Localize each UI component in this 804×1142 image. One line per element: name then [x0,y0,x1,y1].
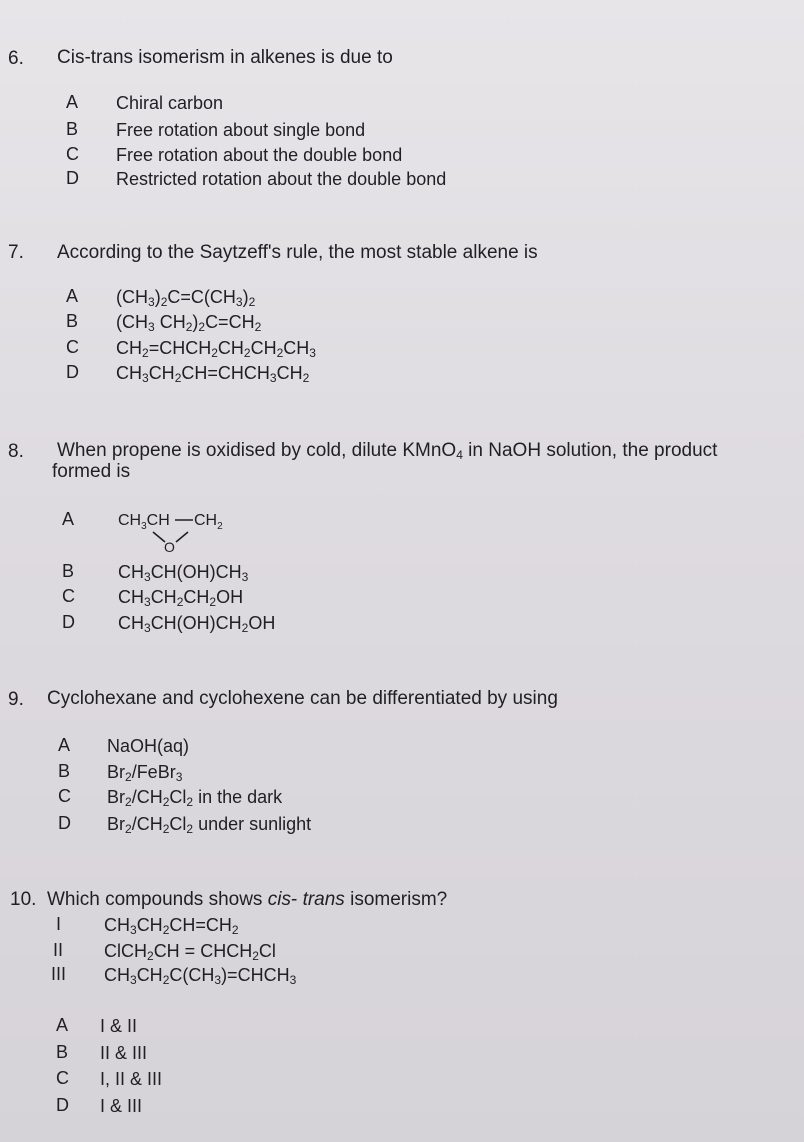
svg-text:O: O [164,539,175,555]
option-text[interactable]: $(CH_3)_2C=C(CH_3)_2$ [116,287,256,309]
option-text[interactable]: $CH_3CH(OH)CH_2OH$ [118,613,276,635]
compound-text: $CH_3CH_2C(CH_3)=CHCH_3$ [104,965,297,987]
option-text[interactable]: $CH_2=CHCH_2CH_2CH_2CH_3$ [116,338,316,360]
compound-numeral: III [51,964,67,984]
option-text[interactable]: $CH_3CH_2CH=CHCH_3CH_2$ [116,363,310,385]
option-letter: B [56,1042,69,1062]
option-text[interactable]: Free rotation about the double bond [116,145,403,165]
compound-text: $CH_3CH_2CH=CH_2$ [104,915,239,937]
option-letter: B [58,761,71,781]
option-text[interactable]: I, II & III [100,1069,163,1089]
option-text[interactable]: ($CH_3$ $CH_2)_2C=CH_2$ [116,312,262,334]
question-stem: Cis-trans isomerism in alkenes is due to [57,47,393,68]
question-number: 9. [8,689,24,710]
option-text[interactable]: $CH_3CH(OH)CH_3$ [118,562,249,584]
compound-numeral: I [56,914,62,934]
option-text[interactable]: Chiral carbon [116,93,224,113]
svg-text:CH3CH: $CH_3CH$ [118,512,170,532]
option-letter: D [56,1095,69,1115]
question-number: 6. [8,48,24,69]
option-letter: A [58,735,71,755]
option-letter: A [62,509,75,529]
option-letter: D [66,362,79,382]
question-stem: Which compounds shows cis- trans isomerism? [47,889,448,910]
option-letter: B [66,119,79,139]
question-number: 8. [8,441,24,462]
option-text[interactable]: I & III [100,1096,143,1116]
option-text[interactable]: $Br_2/FeBr_3$ [107,762,183,784]
question-stem: According to the Saytzeff's rule, the most stable alkene is [57,242,538,263]
question-stem: Cyclohexane and cyclohexene can be differentiated by using [47,688,558,709]
question-stem-line2: formed is [52,461,131,482]
option-letter: D [66,168,79,188]
option-letter: C [66,337,79,357]
compound-text: ClCH$_2$CH = $CHCH_2Cl$ [104,941,276,963]
question-number: 10. [10,889,37,910]
option-text[interactable]: Restricted rotation about the double bond [116,169,447,189]
option-letter: A [66,92,79,112]
option-letter: D [58,813,71,833]
svg-text:CH2: $CH_2$ [194,512,223,532]
question-stem: When propene is oxidised by cold, dilute KMnO$_4$ in NaOH solution, the product [57,440,718,462]
option-text[interactable]: I & II [100,1016,138,1036]
option-text[interactable]: NaOH(aq) [107,736,190,756]
option-text[interactable]: $Br_2/CH_2Cl_2$ under sunlight [107,814,312,836]
option-letter: C [62,586,75,606]
option-letter: D [62,612,75,632]
option-letter: B [66,311,79,331]
option-letter: C [58,786,71,806]
option-text[interactable]: Free rotation about single bond [116,120,366,140]
option-letter: A [56,1015,69,1035]
option-text[interactable]: $Br_2/CH_2Cl_2$ in the dark [107,787,283,809]
option-letter: C [66,144,79,164]
epoxide-drawing [118,510,238,562]
question-number: 7. [8,242,24,263]
option-letter: C [56,1068,69,1088]
compound-numeral: II [53,940,64,960]
epoxide-structure[interactable] [118,510,238,562]
option-text[interactable]: II & III [100,1043,148,1063]
option-letter: B [62,561,75,581]
option-letter: A [66,286,79,306]
option-text[interactable]: $CH_3CH_2CH_2OH$ [118,587,244,609]
